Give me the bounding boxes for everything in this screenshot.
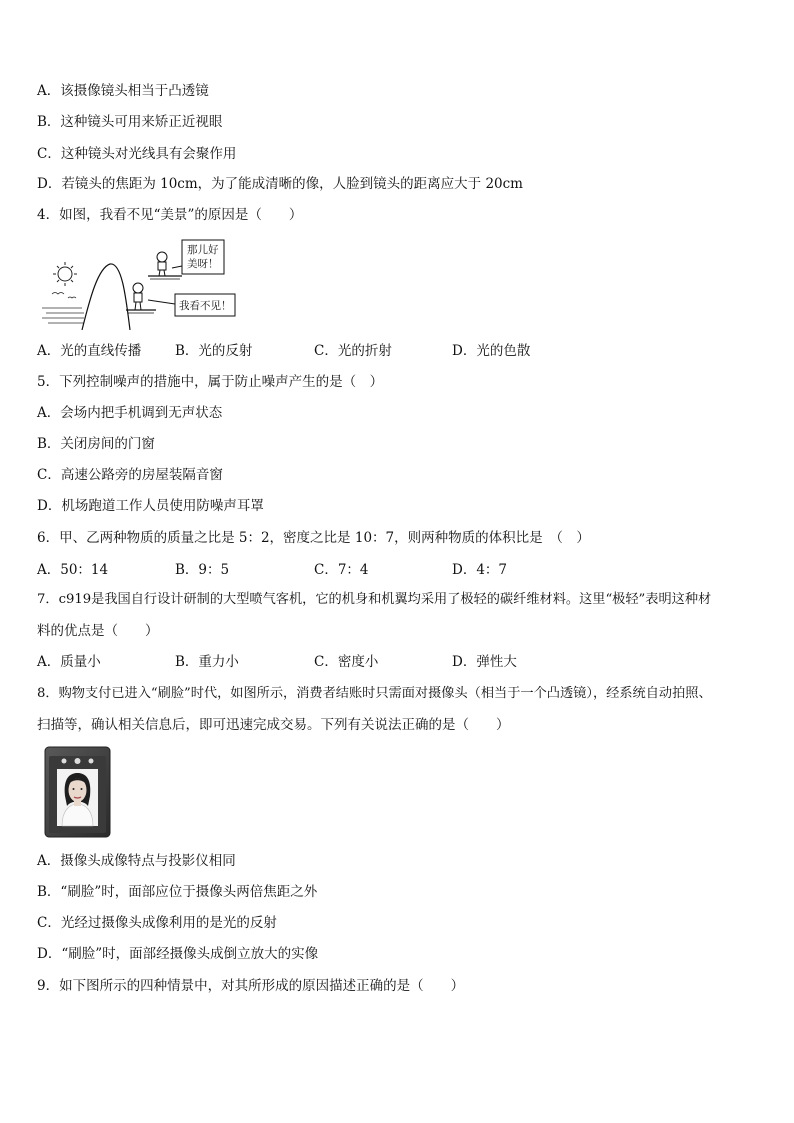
- q5-option-a: A．会场内把手机调到无声状态: [37, 405, 223, 421]
- q7-options: [37, 652, 737, 672]
- q7-option-b: B．重力小: [175, 654, 239, 670]
- q8-stem-line2: 扫描等，确认相关信息后，即可迅速完成交易。下列有关说法正确的是（ ）: [37, 717, 510, 733]
- q4-stem: 4．如图，我看不见“美景”的原因是（ ）: [37, 207, 303, 223]
- q7-stem-line1: 7．c919是我国自行设计研制的大型喷气客机，它的机身和机翼均采用了极轻的碳纤维材料。这里“极轻”表明这种材: [37, 592, 712, 607]
- q3-option-b: B．这种镜头可用来矫正近视眼: [37, 114, 223, 130]
- q4-option-a: A．光的直线传播: [37, 343, 142, 359]
- sun-icon: [53, 262, 77, 286]
- q3-option-a: A．该摄像镜头相当于凸透镜: [37, 83, 209, 99]
- bird-icon: [68, 297, 76, 298]
- q4-options: [37, 341, 737, 361]
- q6-stem: 6．甲、乙两种物质的质量之比是 5：2，密度之比是 10：7，则两种物质的体积比是 （ ）: [37, 530, 590, 546]
- q5-option-c: C．高速公路旁的房屋装隔音窗: [37, 467, 223, 483]
- q6-option-a: A．50：14: [37, 562, 109, 578]
- q5-stem: 5．下列控制噪声的措施中，属于防止噪声产生的是（ ）: [37, 374, 384, 390]
- q8-option-d: D．“刷脸”时，面部经摄像头成倒立放大的实像: [37, 946, 319, 962]
- mountain: [82, 264, 130, 330]
- q7-option-a: A．质量小: [37, 654, 101, 670]
- camera-lens-icon: [89, 759, 94, 764]
- q6-options: [37, 560, 737, 580]
- q8-option-a: A．摄像头成像特点与投影仪相同: [37, 853, 236, 869]
- camera-lens-icon: [62, 759, 67, 764]
- q4-option-d: D．光的色散: [452, 343, 531, 359]
- q3-option-d: D．若镜头的焦距为 10cm，为了能成清晰的像，人脸到镜头的距离应大于 20cm: [37, 176, 523, 192]
- q8-stem-line1: 8．购物支付已进入“刷脸”时代，如图所示，消费者结账时只需面对摄像头（相当于一个凸透镜），经系统自动拍照、: [37, 686, 712, 701]
- face-payment-device-image: [44, 746, 111, 838]
- person-bottom-icon: [133, 283, 143, 310]
- q8-option-b: B．“刷脸”时，面部应位于摄像头两倍焦距之外: [37, 884, 318, 900]
- q4-option-b: B．光的反射: [175, 343, 253, 359]
- q5-option-b: B．关闭房间的门窗: [37, 436, 155, 452]
- sea-lines: [42, 308, 84, 323]
- q4-option-c: C．光的折射: [314, 343, 392, 359]
- bubble-top-line2: 美呀！: [187, 258, 219, 270]
- q5-option-d: D．机场跑道工作人员使用防噪声耳罩: [37, 498, 264, 514]
- q9-stem: 9．如下图所示的四种情景中，对其所形成的原因描述正确的是（ ）: [37, 978, 465, 994]
- q8-option-c: C．光经过摄像头成像利用的是光的反射: [37, 915, 277, 931]
- bird-icon: [52, 293, 64, 295]
- bubble-top-line1: 那儿好: [187, 244, 219, 256]
- q6-option-d: D．4：7: [452, 562, 508, 578]
- q7-option-d: D．弹性大: [452, 654, 517, 670]
- person-top-icon: [157, 252, 167, 276]
- q7-stem-line2: 料的优点是（ ）: [37, 623, 159, 639]
- q4-figure: [38, 238, 238, 330]
- q7-option-c: C．密度小: [314, 654, 379, 670]
- q6-option-b: B．9：5: [175, 562, 230, 578]
- q3-option-c: C．这种镜头对光线具有会聚作用: [37, 146, 237, 162]
- q6-option-c: C．7：4: [314, 562, 369, 578]
- bubble-bottom-text: 我看不见！: [179, 300, 232, 312]
- camera-lens-icon: [75, 758, 81, 764]
